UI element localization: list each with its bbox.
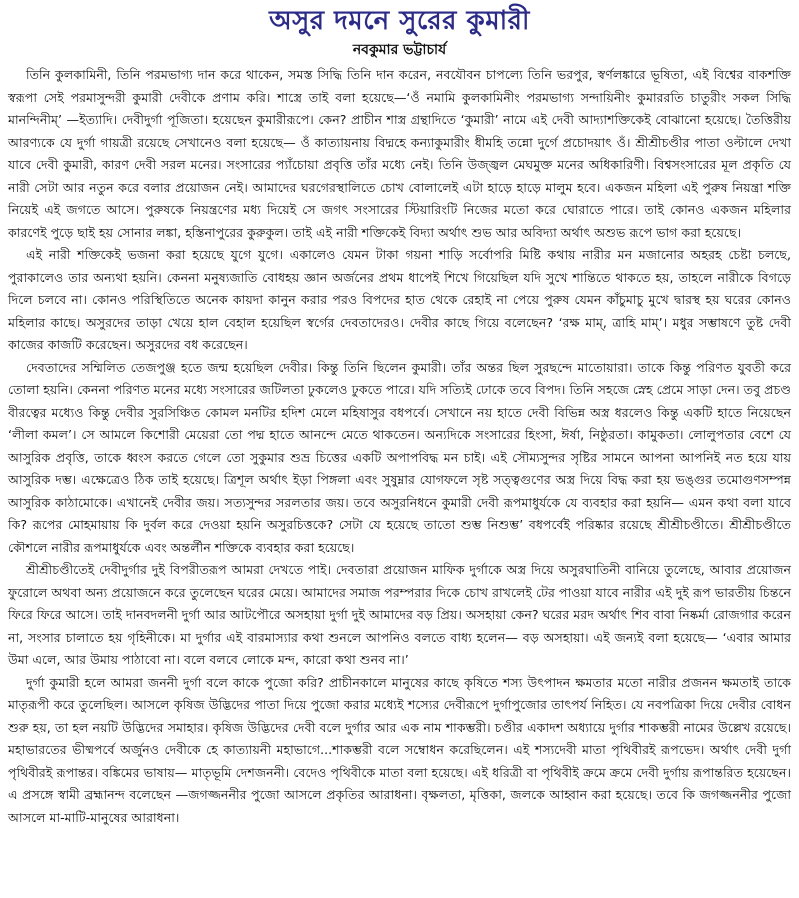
- article-body: [8, 64, 791, 829]
- paragraph: দেবতাদের সম্মিলিত তেজপুঞ্জ হতে জন্ম হয়েছিল দেবীর। কিন্তু তিনি ছিলেন কুমারী। তাঁর অন্তর ছিল সুরছন্দে মাতোয়ারা। তাকে কিন্তু পরিণত যুবতী করে তোলা হয়নি। কেননা পরিণত মনের মধ্যে সংসারের জটিলতা ঢুকলেও ঢুকতে পারে। যদি সত্যিই ঢোকে তবে বিপদ। তিনি সহজে স্নেহ প্রেমে সাড়া দেন। তবু প্রচণ্ড বীরত্বের মধ্যেও কিন্তু দেবীর সুরসিঞ্চিত কোমল মনটির হদিশ মেলে মহিষাসুর বধপর্বে। সেখানে নয় হাতে দেবী বিভিন্ন অস্ত্র ধরলেও কিন্তু একটি হাতে নিয়েছেন ‘লীলা কমল’। সে আমলে কিশোরী মেয়েরা তো পদ্ম হাতে আনন্দে মেতে থাকতেন। অন্যদিকে সংসারের হিংসা, ঈর্ষা, নিষ্ঠুরতা। কামুকতা। লোলুপতার বেশে যে আসুরিক প্রবৃত্তি, তাকে ধ্বংস করতে গেলে তো সুকুমার শুভ্র চিত্তের একটি অপাপবিদ্ধ মন চাই। এই সৌম্যসুন্দর সৃষ্টির সামনে আপনা আপনিই নত হয়ে যায় আসুরিক দম্ভ। এক্ষেত্রেও ঠিক তাই হয়েছে। ত্রিশূল অর্থাৎ ইড়া পিঙ্গলা এবং সুষুম্নার যোগফলে সৃষ্ট সত্ত্বগুণের অস্ত্র দিয়ে বিদ্ধ করা হয় ভঙ্গুর তমোগুণসম্পন্ন আসুরিক কাঠামোকে। এখানেই দেবীর জয়। সত্যসুন্দর সরলতার জয়। তবে অসুরনিধনে কুমারী দেবী রূপমাধুর্যকে যে ব্যবহার করা হয়নি— এমন কথা বলা যাবে কি? রূপের মোহমায়ায় কি দুর্বল করে দেওয়া হয়নি অসুরচিত্তকে? সেটা যে হয়েছে তাতো শুম্ভ নিশুম্ভ’ বধপর্বেই পরিষ্কার রয়েছে শ্রীশ্রীচণ্ডীতে। শ্রীশ্রীচণ্ডীতে কৌশলে নারীর রূপমাধুর্যকে এবং অন্তর্লীন শক্তিকে ব্যবহার করা হয়েছে।: [8, 359, 791, 555]
- paragraph: শ্রীশ্রীচণ্ডীতেই দেবীদুর্গার দুই বিপরীতরূপ আমরা দেখতে পাই। দেবতারা প্রয়োজন মাফিক দুর্গাকে অস্ত্র দিয়ে অসুরঘাতিনী বানিয়ে তুলেছে, আবার প্রয়োজন ফুরোলে অথবা অন্য প্রয়োজনে করে তুলেছেন ঘরের মেয়ে। আমাদের সমাজ পরম্পরার দিকে চোখ রাখলেই টের পাওয়া যাবে নারীর এই দুই রূপ ভারতীয় চিন্তনে ফিরে ফিরে আসে। তাই দানবদলনী দুর্গা আর আটপৌরে অসহায়া দুর্গা দুই আমাদের বড় প্রিয়। অসহায়া কেন? ঘরের মরদ অর্থাৎ শিব বাবা নিষ্কর্মা রোজগার করেন না, সংসার চালাতে হয় গৃহিনীকে। মা দুর্গার এই বারমাস্যার কথা শুনলে আপনিও বলতে বাধ্য হলেন— বড় অসহায়া। এই জন্যই বলা হয়েছে— ‘এবার আমার উমা এলে, আর উমায় পাঠাবো না। বলে বলবে লোকে মন্দ, কারো কথা শুনব না।’: [8, 562, 791, 667]
- paragraph: তিনি কুলকামিনী, তিনি পরমভাগ্য দান করে থাকেন, সমস্ত সিদ্ধি তিনি দান করেন, নবযৌবন চাপল্যে তিনি ভরপুর, স্বর্ণলঙ্কারে ভূষিতা, এই বিশ্বের বাকশক্তি স্বরূপা সেই পরমাসুন্দরী কুমারী দেবীকে প্রণাম করি। শাস্ত্রে তাই বলা হয়েছে—‘ওঁ নমামি কুলকামিনীং পরমভাগ্য সন্দায়িনীং কুমাররতি চাতুরীং সকল সিদ্ধি মানন্দিনীম্’ —ইত্যাদি। দেবীদুর্গা পূজিতা। হয়েছেন কুমারীরূপে। কেন? প্রাচীন শাস্ত্র গ্রন্থাদিতে ‘কুমারী’ নামে এই দেবী আদ্যাশক্তিকেই বোঝানো হয়েছে। তৈত্তিরীয় আরণ্যকে যে দুর্গা গায়ত্রী রয়েছে সেখানেও বলা হয়েছে— ওঁ কাত্যায়নায় বিদ্মহে কন্যাকুমারীং ধীমহি তন্নো দুর্গে প্রচোদয়াৎ ওঁ। শ্রীশ্রীচণ্ডীর পাতা ওল্টালে দেখা যাবে দেবী কুমারী, কারণ দেবী সরল মনের। সংসারের প্যাঁচোয়া প্রবৃত্তি তাঁর মধ্যে নেই। তিনি উজ্জ্বল মেঘমুক্ত মনের অধিকারিণী। বিশ্বসংসারের মূল প্রকৃতি যে নারী সেটা আর নতুন করে বলার প্রয়োজন নেই। আমাদের ঘরগেরস্থালিতে চোখ বোলালেই এটা হাড়ে হাড়ে মালুম হবে। একজন মহিলা এই পুরুষ নিয়ন্ত্রা শক্তি নিয়েই এই জগতে আসে। পুরুষকে নিয়ন্ত্রণের মধ্য দিয়েই সে জগৎ সংসারের স্টিয়ারিংটি নিজের মতো করে ঘোরাতে পারে। তাই কোনও একজন মহিলার কারণেই পুড়ে ছাই হয় সোনার লঙ্কা, হস্তিনাপুরের কুরুকুল। তাই এই নারী শক্তিকেই বিদ্যা অর্থাৎ শুভ আর অবিদ্যা অর্থাৎ অশুভ রূপে ভাগ করা হয়েছে।: [8, 67, 791, 240]
- article-author: নবকুমার ভট্টাচার্য: [352, 42, 447, 58]
- article-title: অসুর দমনে সুরের কুমারী: [269, 6, 530, 36]
- paragraph: এই নারী শক্তিকেই ভজনা করা হয়েছে যুগে যুগে। একালেও যেমন টাকা গয়না শাড়ি সর্বোপরি মিষ্টি কথায় নারীর মন মজানোর অহরহ চেষ্টা চলছে, পুরাকালেও তার অন্যথা হয়নি। কেননা মনুষ্যজাতি বোধহয় জ্ঞান অর্জনের প্রথম ধাপেই শিখে গিয়েছিল যদি সুখে শান্তিতে থাকতে হয়, তাহলে নারীকে বিগড়ে দিলে চলবে না। কোনও পরিস্থিতিতে অনেক কায়দা কানুন করার পরও বিপদের হাত থেকে রেহাই না পেয়ে পুরুষ যেমন কাঁচুমাচু মুখে দ্বারস্থ হয় ঘরের কোনও মহিলার কাছে। অসুরদের তাড়া খেয়ে হাল বেহাল হয়েছিল স্বর্গের দেবতাদেরও। দেবীর কাছে গিয়ে বলেছেন? ‘রক্ষ মাম্, ত্রাহি মাম্’। মধুর সম্ভাষণে তুষ্ট দেবী কাজের কাজটি করেছেন। অসুরদের বধ করেছেন।: [8, 247, 791, 352]
- paragraph: দুর্গা কুমারী হলে আমরা জননী দুর্গা বলে কাকে পুজো করি? প্রাচীনকালে মানুষের কাছে কৃষিতে শস্য উৎপাদন ক্ষমতার মতো নারীর প্রজনন ক্ষমতাই তাকে মাতৃরূপী করে তুলেছিল। আসলে কৃষিজ উদ্ভিদের পাতা দিয়ে পুজো করার মধ্যেই শস্যের দেবীরূপে দুর্গাপুজোর তাৎপর্য নিহিত। যে নবপত্রিকা দিয়ে দেবীর বোধন শুরু হয়, তা হল নয়টি উদ্ভিদের সমাহার। কৃষিজ উদ্ভিদের দেবী বলে দুর্গার আর এক নাম শাকম্ভরী। চণ্ডীর একাদশ অধ্যায়ে দুর্গার শাকম্ভরী নামের উল্লেখ রয়েছে। মহাভারতের ভীষ্মপর্বে অর্জুনও দেবীকে হে কাত্যায়নী মহাভাগে...শাকম্ভরী বলে সম্বোধন করেছিলেন। এই শস্যদেবী মাতা পৃথিবীরই রূপভেদ। অর্থাৎ দেবী দুর্গা পৃথিবীরই রূপান্তর। বঙ্কিমের ভাষায়— মাতৃভূমি দেশজননী। বেদেও পৃথিবীকে মাতা বলা হয়েছে। এই ধরিত্রী বা পৃথিবীই ক্রমে ক্রমে দেবী দুর্গায় রূপান্তরিত হয়েছেন। এ প্রসঙ্গে স্বামী ব্রহ্মানন্দ বলেছেন —জগজ্জননীর পুজো আসলে প্রকৃতির আরাধনা। বৃক্ষলতা, মৃত্তিকা, জলকে আহ্বান করা হয়েছে। তবে কি জগজ্জননীর পুজো আসলে মা-মাটি-মানুষের আরাধনা।: [8, 674, 791, 825]
